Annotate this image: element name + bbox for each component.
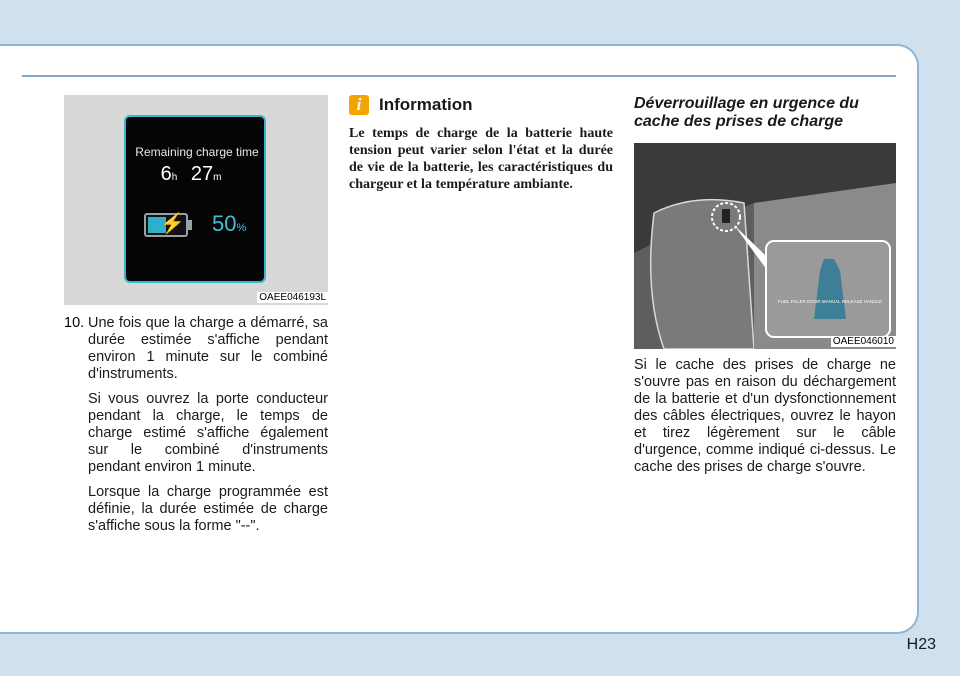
item-number: 10. (64, 315, 85, 331)
release-handle (722, 209, 730, 223)
header-rule (22, 75, 896, 77)
battery-tip (188, 220, 192, 230)
paragraph: Si vous ouvrez la porte conducteur pendant la charge, le temps de charge estimé s'affiche également sur le combiné d'instruments pendant environ 1 minute. (88, 391, 328, 475)
charge-time-figure (64, 95, 328, 305)
section-title: Déverrouillage en urgence du cache des prises de charge (634, 95, 859, 130)
column-middle (349, 95, 613, 193)
remaining-charge-label: Remaining charge time (135, 145, 259, 159)
figure-code: OAEE046193L (259, 292, 326, 303)
percent-value: 50 (212, 211, 237, 236)
hours-unit: h (171, 172, 178, 183)
page-number: H23 (906, 636, 936, 653)
column-left (64, 95, 328, 535)
minutes-unit: m (213, 172, 222, 183)
minutes-value: 27 (190, 163, 214, 185)
battery-percent (212, 211, 246, 237)
section-body: Si le cache des prises de charge ne s'ouvre pas en raison du déchargement de la batterie et d'un dysfonctionnement des câbles électriques, ouvrez le hayon et tirez légèrement sur le câble d'urgence, comme indiqué ci-dessus. Le cache des prises de charge s'ouvre. (634, 357, 896, 475)
trunk-illustration (634, 143, 896, 349)
charge-time-readout (126, 163, 264, 186)
list-item (64, 315, 328, 383)
charging-bolt-icon: ⚡ (160, 213, 185, 235)
info-icon: i (349, 95, 369, 115)
info-title: Information (379, 95, 473, 114)
cluster-display (124, 115, 266, 283)
trunk-release-figure (634, 143, 896, 349)
item-text: Une fois que la charge a démarré, sa durée estimée s'affiche pendant environ 1 minute sur le combiné d'instruments. (88, 315, 328, 382)
hours-value: 6 (160, 163, 172, 185)
info-text: Le temps de charge de la batterie haute tension peut varier selon l'état et la durée de vie de la batterie, les caractéristiques du chargeur et la température ambiante. (349, 126, 613, 192)
tag-text: FUEL FILLER DOOR MANUAL RELEASE HANDLE (778, 299, 882, 304)
column-right (634, 95, 896, 476)
info-header (349, 95, 613, 115)
paragraph: Lorsque la charge programmée est définie, la durée estimée de charge s'affiche sous la forme "--". (88, 484, 328, 534)
percent-unit: % (236, 222, 247, 234)
figure-code: OAEE046010 (832, 336, 894, 347)
